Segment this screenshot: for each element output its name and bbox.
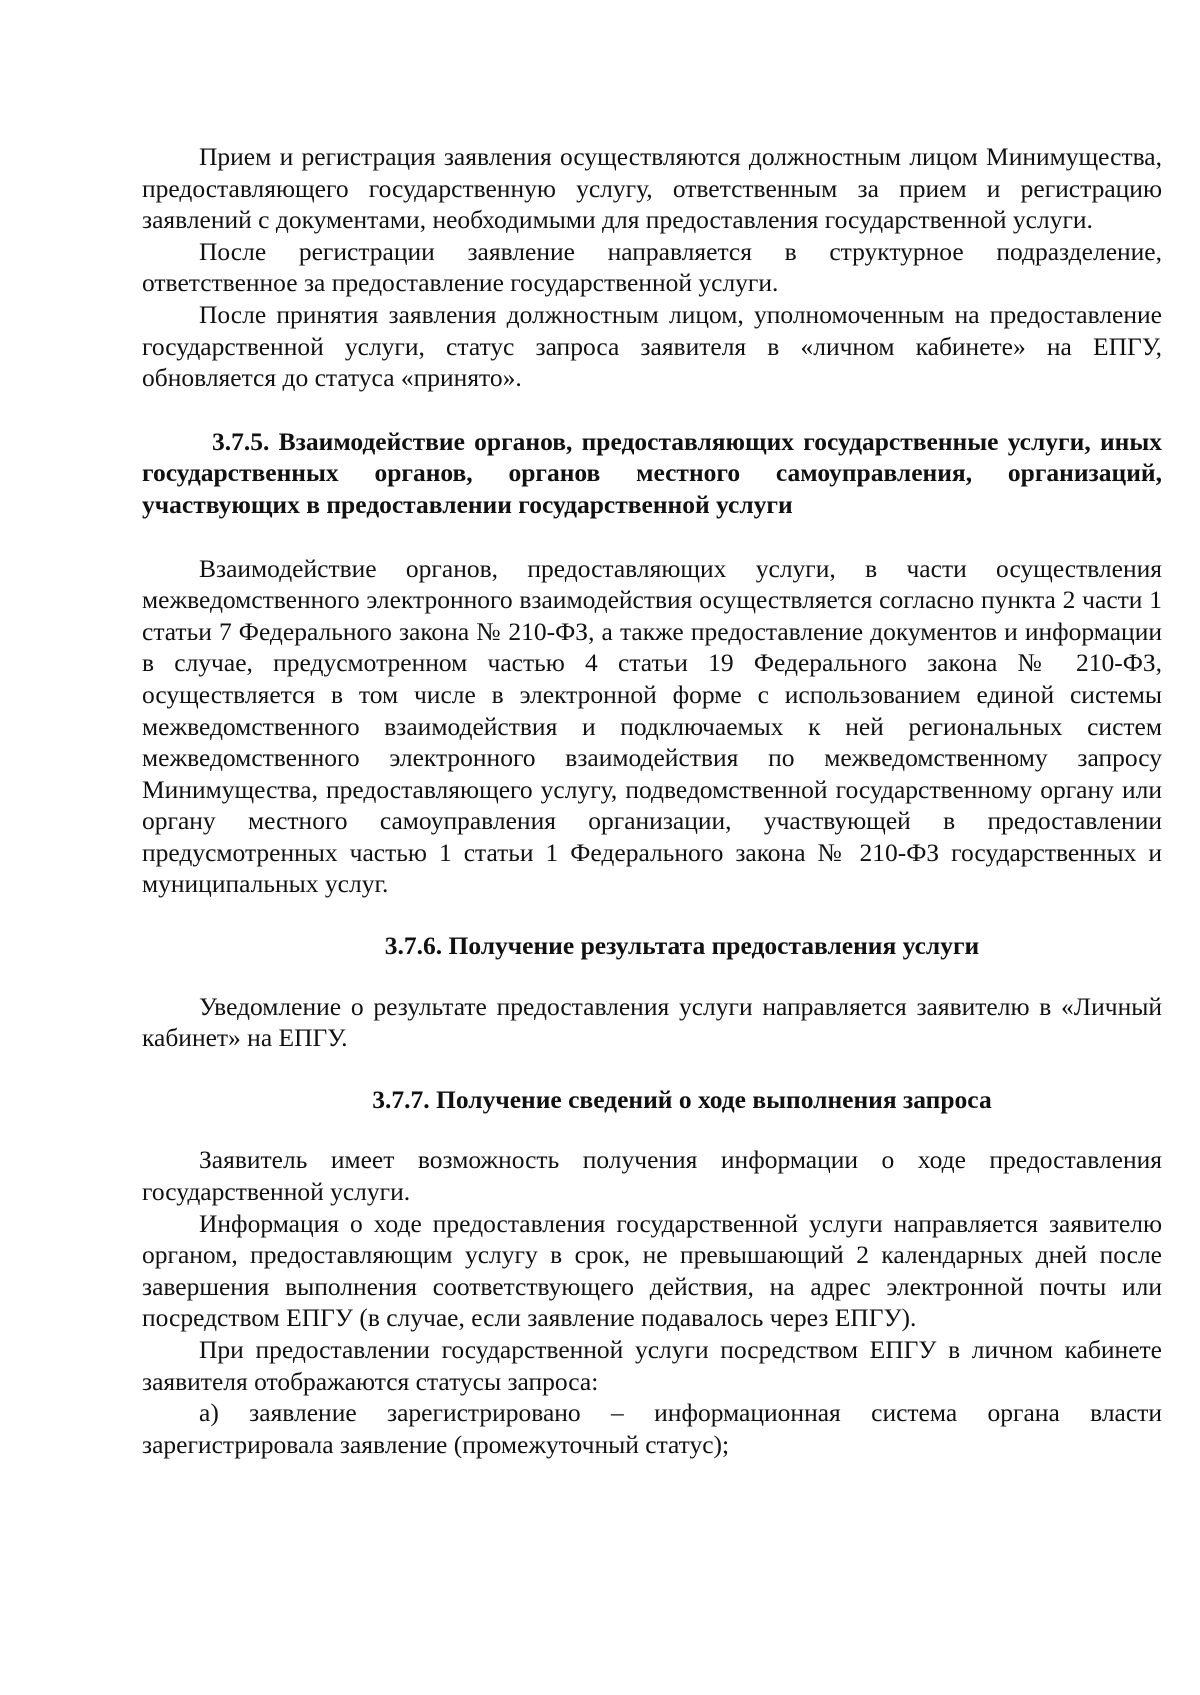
paragraph-info-possibility: Заявитель имеет возможность получения информации о ходе предоставления государственной услуги.	[142, 1145, 1162, 1207]
document-page	[142, 141, 1162, 1460]
heading-3-7-7: 3.7.7. Получение сведений о ходе выполнения запроса	[372, 1084, 992, 1114]
paragraph-result-notice: Уведомление о результате предоставления услуги направляется заявителю в «Личный кабинет» на ЕПГУ.	[142, 991, 1162, 1053]
paragraph-statuses-intro: При предоставлении государственной услуги посредством ЕПГУ в личном кабинете заявителя отображаются статусы запроса:	[142, 1335, 1162, 1396]
paragraph-registration: Прием и регистрация заявления осуществляются должностным лицом Минимущества, предоставляющего государственную услугу, ответственным за прием и регистрацию заявлений с документами, необходимыми для предоставления государственной услуги.	[142, 142, 1162, 235]
paragraph-after-registration: После регистрации заявление направляется в структурное подразделение, ответственное за предоставление государственной услуги.	[142, 236, 1162, 298]
paragraph-status-registered: а) заявление зарегистрировано – информационная система органа власти зарегистрировала заявление (промежуточный статус);	[142, 1398, 1162, 1459]
paragraph-interaction: Взаимодействие органов, предоставляющих услуги, в части осуществления межведомственного электронного взаимодействия осуществляется согласно пункта 2 части 1 статьи 7 Федерального закона № 210-ФЗ, а также предоставление документов и информации в случае, предусмотренном частью 4 статьи 19 Федерального закона № 210-ФЗ, осуществляется в том числе в электронной форме с использованием единой системы межведомственного взаимодействия и подключаемых к ней региональных систем межведомственного электронного взаимодействия по межведомственному запросу Минимущества, предоставляющего услугу, подведомственной государственному органу или органу местного самоуправления организации, участвующей в предоставлении предусмотренных частью 1 статьи 1 Федерального закона № 210-ФЗ государственных и муниципальных услуг.	[142, 553, 1162, 899]
paragraph-after-acceptance: После принятия заявления должностным лицом, уполномоченным на предоставление государственной услуги, статус запроса заявителя в «личном кабинете» на ЕПГУ, обновляется до статуса «принято».	[142, 299, 1162, 393]
heading-3-7-6: 3.7.6. Получение результата предоставления услуги	[384, 931, 980, 961]
heading-3-7-5: 3.7.5. Взаимодействие органов, предоставляющих государственные услуги, иных государственных органов, органов местного самоуправления, организаций, участвующих в предоставлении государственной услуги	[142, 426, 1162, 519]
paragraph-info-delivery: Информация о ходе предоставления государственной услуги направляется заявителю органом, предоставляющим услугу в срок, не превышающий 2 календарных дней после завершения выполнения соответствующего действия, на адрес электронной почты или посредством ЕПГУ (в случае, если заявление подавалось через ЕПГУ).	[142, 1208, 1162, 1333]
